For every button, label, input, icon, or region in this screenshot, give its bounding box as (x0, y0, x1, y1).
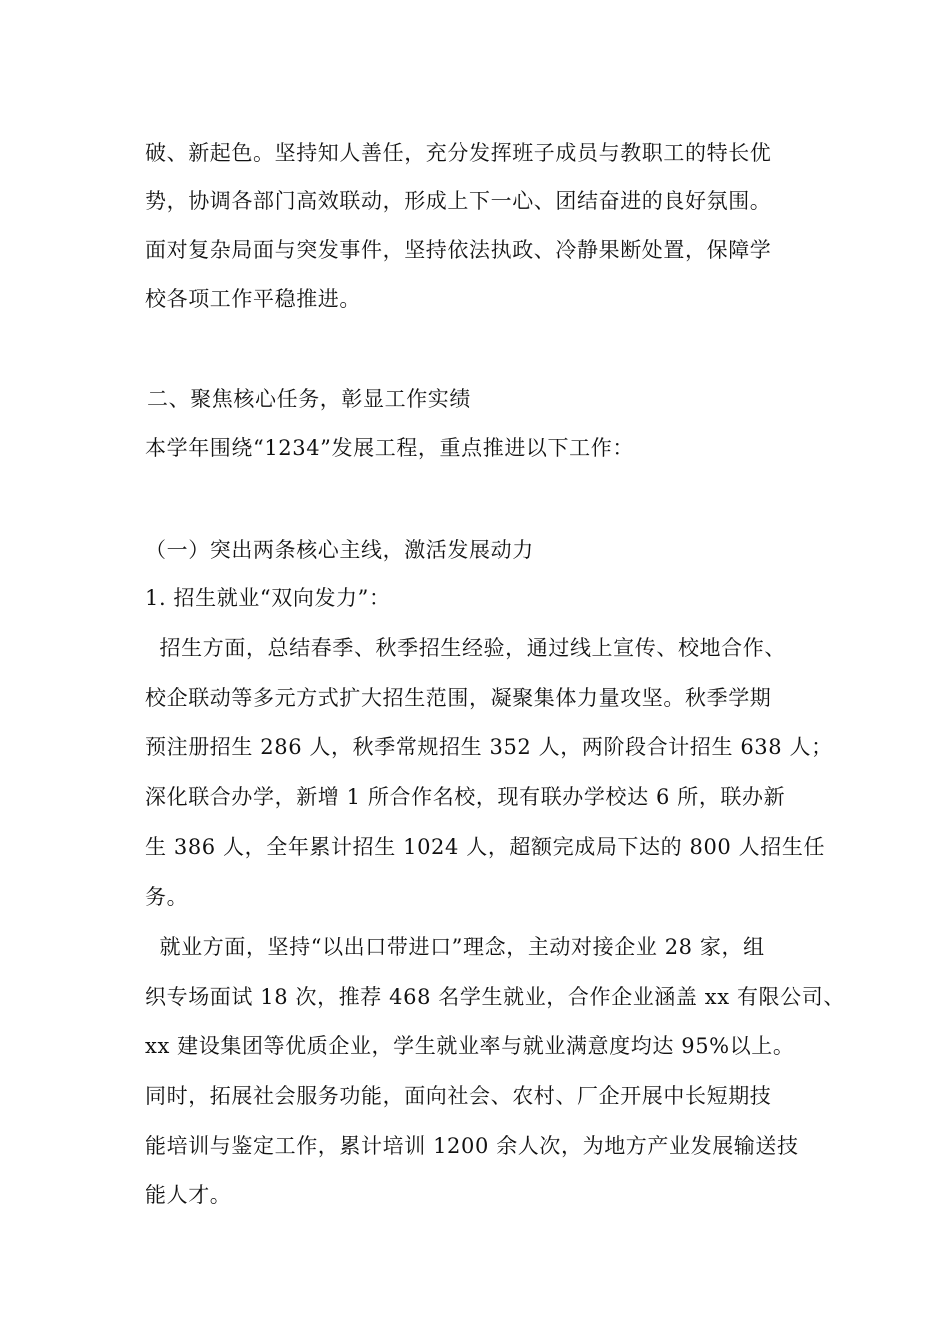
paragraph-line: 面对复杂局面与突发事件，坚持依法执政、冷静果断处置，保障学 (145, 238, 772, 262)
section-heading: 二、聚焦核心任务，彰显工作实绩 (147, 387, 471, 411)
paragraph-line: 生 386 人，全年累计招生 1024 人，超额完成局下达的 800 人招生任 (145, 835, 826, 859)
paragraph-line: 校企联动等多元方式扩大招生范围，凝聚集体力量攻坚。秋季学期 (145, 686, 772, 710)
paragraph-line: 同时，拓展社会服务功能，面向社会、农村、厂企开展中长短期技 (145, 1084, 772, 1108)
paragraph-line: 深化联合办学，新增 1 所合作名校，现有联办学校达 6 所，联办新 (145, 785, 786, 809)
paragraph-line: 就业方面，坚持“以出口带进口”理念，主动对接企业 28 家，组 (145, 935, 765, 959)
paragraph-line: xx 建设集团等优质企业，学生就业率与就业满意度均达 95%以上。 (145, 1034, 795, 1058)
paragraph-line: 能培训与鉴定工作，累计培训 1200 余人次，为地方产业发展输送技 (145, 1134, 799, 1158)
paragraph-line: 招生方面，总结春季、秋季招生经验，通过线上宣传、校地合作、 (145, 636, 786, 660)
paragraph-line: 势，协调各部门高效联动，形成上下一心、团结奋进的良好氛围。 (145, 189, 772, 213)
paragraph-line: 能人才。 (145, 1183, 232, 1207)
item-heading: 1. 招生就业“双向发力”： (145, 586, 391, 610)
paragraph-line: 本学年围绕“1234”发展工程，重点推进以下工作： (145, 436, 634, 460)
paragraph-line: 校各项工作平稳推进。 (145, 287, 361, 311)
paragraph-line: 织专场面试 18 次，推荐 468 名学生就业，合作企业涵盖 xx 有限公司、 (145, 985, 845, 1009)
paragraph-line: 预注册招生 286 人，秋季常规招生 352 人，两阶段合计招生 638 人； (145, 735, 833, 759)
paragraph-line: 务。 (145, 885, 189, 909)
paragraph-line: 破、新起色。坚持知人善任，充分发挥班子成员与教职工的特长优 (145, 141, 772, 165)
subsection-heading: （一）突出两条核心主线，激活发展动力 (145, 538, 534, 562)
